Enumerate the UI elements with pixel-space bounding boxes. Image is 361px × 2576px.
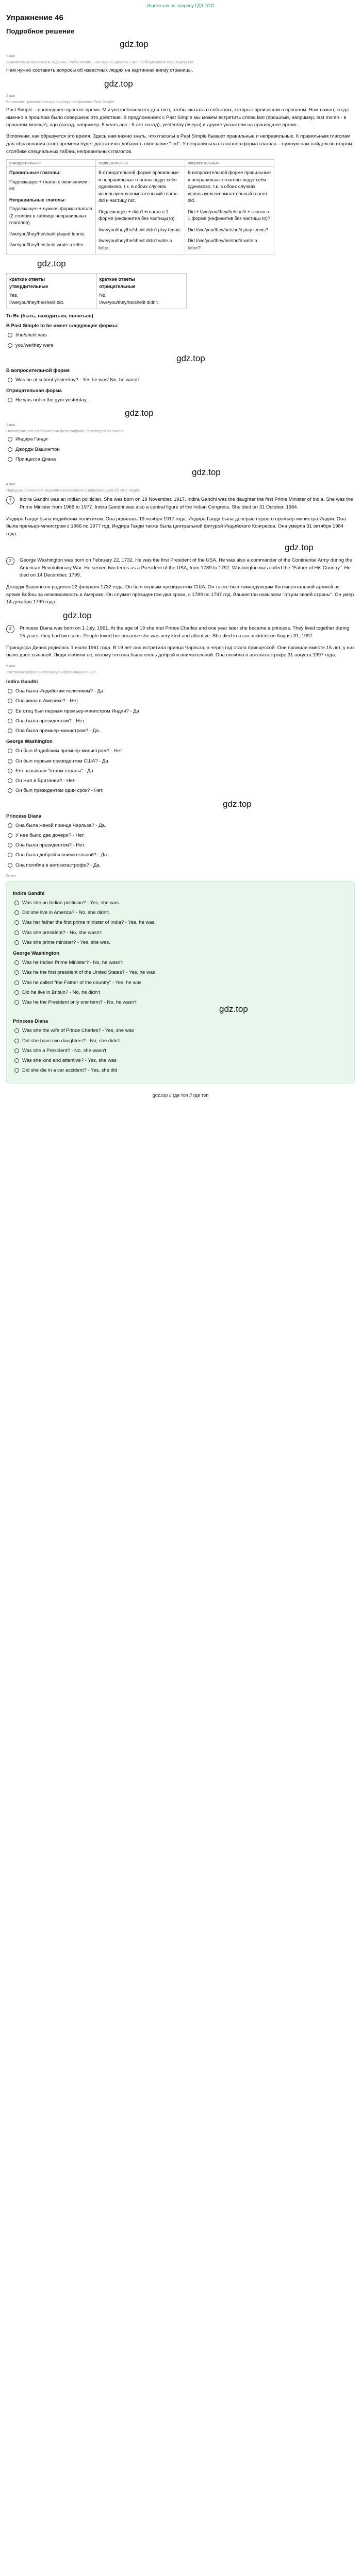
- cell-line: Did I/we/you/they/he/she/it write a letter?: [188, 238, 257, 250]
- group-title: Princess Diana: [6, 813, 42, 819]
- list-item: Она была президентом? - Нет.: [6, 718, 355, 725]
- cell-line: Yes,: [9, 293, 19, 298]
- bio-translation: Индира Ганди была индийским политиком. Она родилась 19 ноября 1917 года. Индира Ганди была дочерью первого премьер-министра Индии. Она была премьер-министром с 1966 по 1977 год. Индира Ганди также была центральной фигурой Индийского Конгресса. Она умерла 31 октября 1984 года.: [6, 516, 346, 537]
- list-item: Она была доброй и внимательной? - Да.: [6, 852, 355, 859]
- negative-cell: [96, 167, 185, 255]
- cell-line: No,: [99, 293, 107, 298]
- answers-list: [13, 900, 348, 946]
- answer-box: [6, 881, 355, 1083]
- list-item: Он жил в Британии? - Нет.: [6, 777, 355, 785]
- group-title: George Washington: [6, 739, 53, 745]
- top-search-link[interactable]: Ищете как по запросу ГДЗ ТОП: [146, 3, 215, 8]
- list-item: Он был президентом один срок? - Нет.: [6, 787, 355, 794]
- watermark: gdz.top: [63, 611, 92, 621]
- list-item: Was she a President? - No, she wasn't: [13, 1047, 348, 1055]
- list-item: У нее было две дочери? - Нет.: [6, 832, 355, 839]
- list-item: Она погибла в автокатастрофе? - Да.: [6, 862, 355, 869]
- group-title: George Washington: [13, 951, 59, 957]
- cell-line: утвердительные: [9, 283, 48, 289]
- step-2-note: Вспомним грамматическую справку по времени Past Simple.: [6, 99, 116, 104]
- cell-line: отрицательные: [99, 283, 136, 289]
- table-header: отрицательные: [96, 160, 185, 167]
- cell-line: I/we/you/they/he/she/it didn't play tennis.: [99, 227, 182, 232]
- step-3-label: 3 шаг: [6, 423, 15, 428]
- list-item: Он был первым президентом США? - Да.: [6, 758, 355, 765]
- cell-line: В вопросительной форме правильные и неправильные глаголы ведут себя одинаково, т.к. в обоих случаях используем вспомогательный глагол did.: [188, 170, 271, 204]
- names-list: [6, 436, 355, 463]
- short-negative-cell: [96, 274, 187, 309]
- list-item: Was she an Indian politician? - Yes, she was.: [13, 900, 348, 907]
- watermark: gdz.top: [176, 353, 205, 363]
- cell-line: краткие ответы: [9, 277, 45, 282]
- cell-line: Did I/we/you/they/he/she/it play tennis?: [188, 227, 269, 232]
- to-be-negative-list: [6, 397, 355, 404]
- list-item: Она жила в Америке? - Нет.: [6, 698, 355, 705]
- questions-ru-list: [6, 822, 355, 869]
- cell-line: Неправильные глаголы:: [9, 197, 66, 202]
- bio-text: George Washington was born on February 22, 1732. He was the first President of the USA. He was also a commander of the Continental Army during the American Revolutionary War. He served two terms as a President of the USA, from 1789 to 1797. Washington was called the "Father of His Country". He died on 14 December, 1799.: [20, 557, 352, 579]
- affirmative-cell: [7, 167, 96, 255]
- to-be-question-title: В вопросительной форме: [6, 367, 70, 374]
- cell-line: краткие ответы: [99, 277, 135, 282]
- cell-line: I/we/you/they/he/she/it played tennis.: [9, 231, 86, 236]
- step-5-label: 5 шаг: [6, 665, 15, 669]
- bio-text: Indira Gandhi was an Indian politician. She was born on 19 November, 1917. Indira Gandhi was the daughter the first Prime Minister of India. She was the Prime Minister from 1966 to 1977. Indira Gandhi was also a central figure of the Indian Congress. She died on 31 October, 1984.: [20, 497, 353, 510]
- list-item: Was she prime minister? - Yes, she was.: [13, 939, 348, 946]
- list-item: Индира Ганди: [6, 436, 355, 443]
- list-item: Was she kind and attentive? - Yes, she was: [13, 1057, 348, 1064]
- step-1-text: Нам нужно составить вопросы об известных людях на картинках внизу страницы.: [6, 67, 193, 74]
- watermark: gdz.top: [125, 408, 154, 418]
- question-cell: [185, 167, 274, 255]
- bio-text: Princess Diana was born on 1 July, 1961. At the age of 19 she met Prince Charles and one year later she became a princess. They lived together during 15 years, they had two sons. People loved her because she was very kind and attentive. She died in a car accident on August 31, 1997.: [20, 625, 350, 639]
- list-item: Was she the wife of Prince Charles? - Yes, she was: [13, 1027, 348, 1035]
- list-item: Was he called "the Father of the country" - Yes, he was: [13, 979, 348, 987]
- cell-line: Правильные глаголы:: [9, 170, 61, 176]
- page: [0, 0, 361, 1102]
- list-item: Was he at school yesterday? - Yes he was/ No, he wasn't: [6, 377, 355, 384]
- group-title: Indira Gandhi: [6, 679, 38, 685]
- list-item: Did he live in Britain? - No, he didn't: [13, 989, 348, 996]
- list-item: Ее отец был первым премьер-министром Индии? - Да.: [6, 708, 355, 715]
- list-item: Принцесса Диана: [6, 456, 355, 463]
- list-item: Did she have two daughters? - No, she didn't: [13, 1038, 348, 1045]
- cell-line: I/we/you/they/he/she/it didn't write a letter.: [99, 238, 172, 250]
- answers-list: [13, 1027, 348, 1074]
- to-be-forms-list: [6, 332, 355, 349]
- list-item: Did she die in a car accident? - Yes, she did: [13, 1067, 348, 1074]
- step-4-note: Перед выполнением задания ознакомимся с информацией об этих людях.: [6, 488, 141, 493]
- table-header: утвердительные: [7, 160, 96, 167]
- list-item: Она была премьер-министром? - Да.: [6, 727, 355, 735]
- list-item: Джордж Вашингтон: [6, 446, 355, 453]
- number-badge: 3: [6, 625, 14, 633]
- grammar-table: [6, 159, 274, 255]
- group-title: Indira Gandhi: [13, 890, 45, 896]
- bio-translation: Джордж Вашингтон родился 22 февраля 1732 года. Он был первым президентом США. Он также был командующим Континентальной армией во время Войны за независимость в Америке. Он служил президентом два срока, с 1789 по 1797 год. Вашингтон называли "отцом своей страны". Он умер 14 декабря 1799 года.: [6, 584, 354, 605]
- solution-heading: Подробное решение: [6, 27, 75, 35]
- watermark: gdz.top: [37, 259, 66, 269]
- bio-indira-gandhi: [6, 496, 355, 511]
- group-title: Princess Diana: [13, 1019, 48, 1025]
- questions-ru-list: [6, 748, 355, 794]
- list-item: He was not in the gym yesterday.: [6, 397, 355, 404]
- list-item: I/he/she/it was: [6, 332, 355, 339]
- step-4-label: 4 шаг: [6, 483, 15, 487]
- to-be-question-list: [6, 377, 355, 384]
- list-item: Он был Индийским премьер-министром? - Нет.: [6, 748, 355, 755]
- list-item: Она была Индийским политиком? - Да.: [6, 688, 355, 695]
- answers-list: [13, 959, 348, 1006]
- list-item: you/we/they were: [6, 342, 355, 349]
- cell-line: В отрицательной форме правильные и неправильные глаголы ведут себя одинаково, т.к. в обоих случаях используем вспомогательный глагол did и частицу not.: [99, 170, 179, 204]
- bio-george-washington: [6, 557, 355, 580]
- step-1-label: 1 шаг: [6, 55, 15, 58]
- watermark: gdz.top: [223, 799, 252, 809]
- bio-princess-diana: [6, 625, 355, 640]
- step-3-note: Посмотрим кто изображен на фотографиях, переведем их имена: [6, 429, 124, 434]
- bio-translation: Принцесса Диана родилась 1 июля 1961 года. В 19 лет она встретила принца Чарльза, а через год стала принцессой. Они прожили вместе 15 лет, у них было двое сыновей. Люди любили ее, потому что она была очень доброй и внимательной. Она погибла в автокатастрофе 31 августа 1997 года.: [6, 645, 355, 658]
- number-badge: 1: [6, 496, 14, 504]
- watermark: gdz.top: [120, 39, 149, 49]
- to-be-title: To Be (быть, находиться, являться): [6, 313, 93, 319]
- list-item: Was he the President only one term? - No, he wasn't: [13, 999, 348, 1006]
- number-badge: 2: [6, 557, 14, 565]
- questions-ru-list: [6, 688, 355, 735]
- cell-line: I/we/you/they/he/she/it did.: [9, 299, 64, 305]
- past-simple-formation: Вспомним, как образуется это время. Здесь нам важно знать, что глаголы в Past Simple бывают правильные и неправильные. К правильным глаголам для образования этого времени будет достаточно добавить окончание "-ed". У неправильных глаголов форма глагола – нужную нам найдем во втором столбике специальных таблиц неправильных глаголов.: [6, 133, 352, 155]
- cell-line: Подлежащее + нужная форма глагола (2 столбик в таблице неправильных глаголов).: [9, 206, 92, 226]
- to-be-negative-title: Отрицательная форма: [6, 388, 62, 394]
- top-bar: [6, 0, 355, 11]
- watermark: gdz.top: [219, 1004, 248, 1014]
- list-item: Did she live in America? - No, she didn't.: [13, 909, 348, 917]
- list-item: Она была президентом? - Нет.: [6, 842, 355, 849]
- list-item: Was he the first president of the United States? - Yes, he was: [13, 969, 348, 976]
- step-5-note: Составим вопросы используя информацию выше.: [6, 670, 97, 675]
- watermark: gdz.top: [104, 78, 133, 89]
- list-item: Was she president? - No, she wasn't: [13, 929, 348, 937]
- answer-step-label: Ответ: [6, 874, 17, 878]
- step-1-note: Внимательно прочитаем задание, чтобы понять, что нужно сделать. При необходимости переведем его.: [6, 60, 195, 64]
- to-be-affirmative-title: В Past Simple to be имеет следующие формы:: [6, 323, 119, 329]
- list-item: Его называли "отцом страны" - Да.: [6, 768, 355, 775]
- cell-line: Did + I/we/you/they/he/she/it + глагол в 1 форме (инфинитив без частицы to)?: [188, 209, 270, 222]
- cell-line: I/we/you/they/he/she/it wrote a letter.: [9, 242, 85, 248]
- short-answers-table: [6, 273, 187, 309]
- footer: gdz.top // где топ // где топ: [152, 1092, 209, 1098]
- cell-line: Подлежащее + глагол с окончанием -ed: [9, 179, 90, 192]
- past-simple-definition: Past Simple – прошедшее простое время. Мы употребляем его для того, чтобы сказать о событиях, которые произошли в прошлом. Нам важно, когда именно в прошлом было совершено это действие. В предложениях с Past Simple мы можем встретить слова last (прошлый, например, last month - в прошлом месяце), ago (назад, например, 5 years ago - 5 лет назад), yesterday (вчера) и другие указатели на прошедшее время.: [6, 107, 349, 128]
- list-item: Was her father the first prime minister of India? - Yes, he was.: [13, 919, 348, 926]
- list-item: Она была женой принца Чарльза? - Да.: [6, 822, 355, 829]
- cell-line: I/we/you/they/he/she/it didn't.: [99, 299, 159, 305]
- list-item: Was he Indian Prime Minister? - No, he wasn't: [13, 959, 348, 967]
- page-title: Упражнение 46: [6, 13, 63, 22]
- table-header: вопросительные: [185, 160, 274, 167]
- short-positive-cell: [7, 274, 97, 309]
- cell-line: Подлежащее + didn't +глагол в 1 форме (инфинитив без частицы to): [99, 209, 175, 222]
- watermark: gdz.top: [192, 467, 221, 478]
- watermark: gdz.top: [285, 542, 314, 552]
- step-2-label: 2 шаг: [6, 94, 15, 98]
